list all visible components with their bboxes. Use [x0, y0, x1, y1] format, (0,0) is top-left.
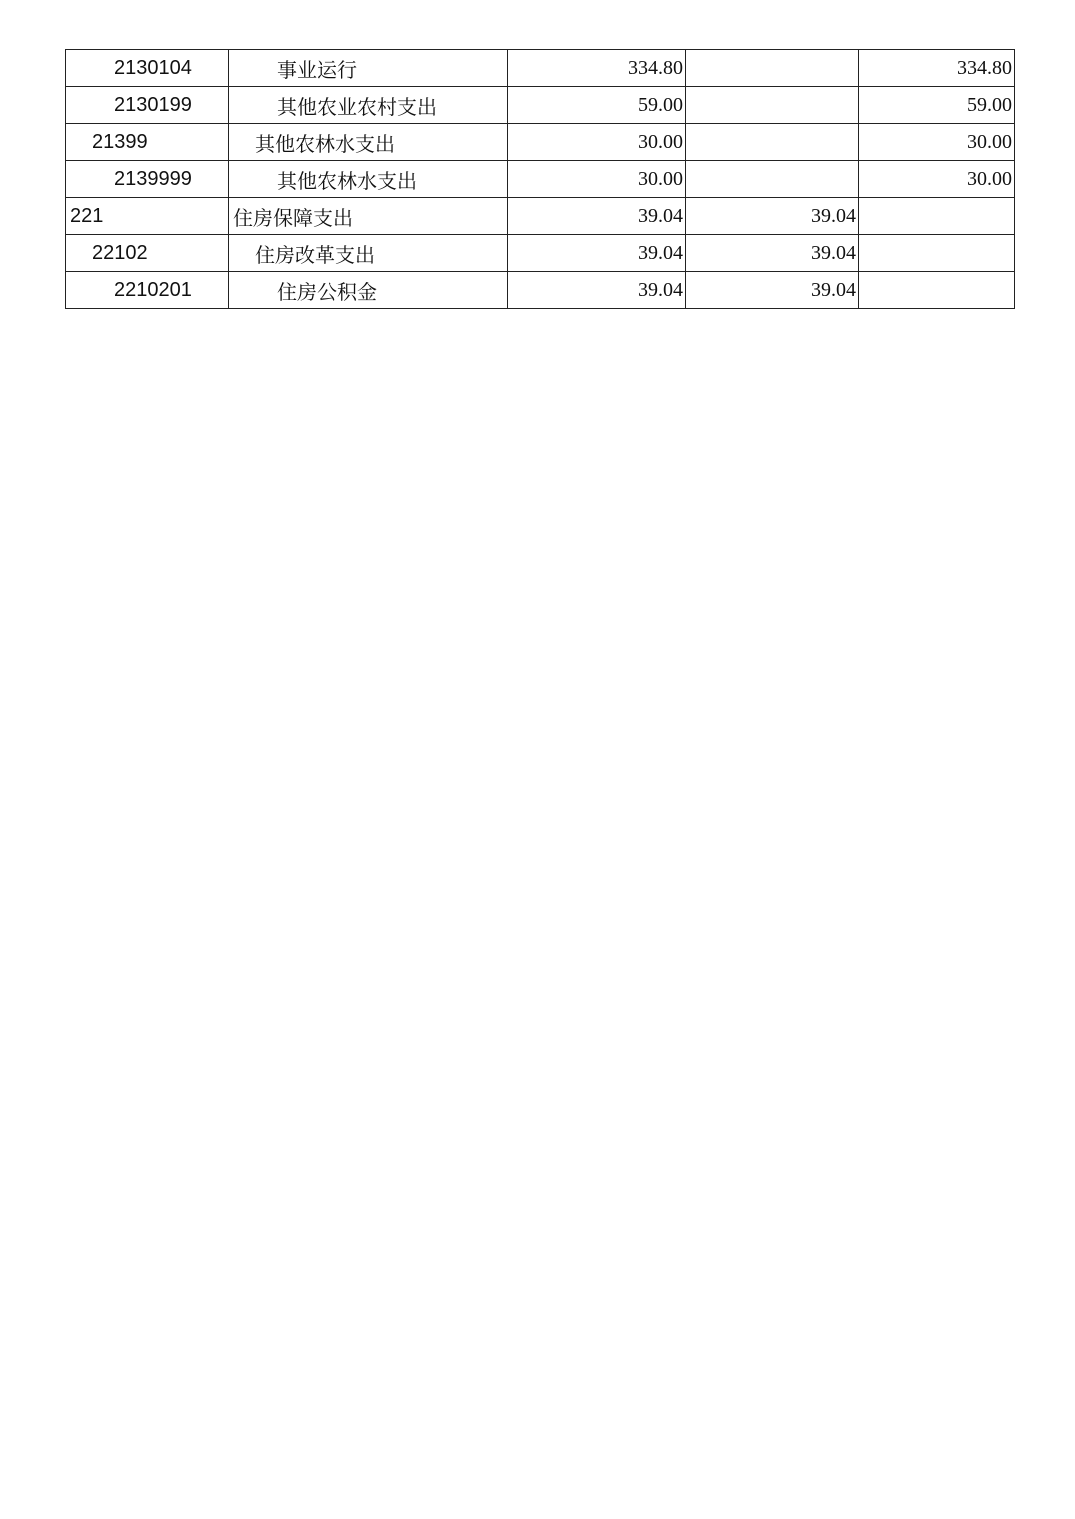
subject-code-cell: 2130104: [66, 50, 229, 87]
table-row: [66, 272, 1015, 309]
subject-name-cell: 住房保障支出: [229, 198, 508, 235]
table-row: [66, 124, 1015, 161]
project-expenditure-cell: [859, 235, 1015, 272]
total-cell: 39.04: [508, 235, 686, 272]
total-cell: 39.04: [508, 272, 686, 309]
table-row: [66, 235, 1015, 272]
total-cell: 30.00: [508, 161, 686, 198]
subject-code-cell: 221: [66, 198, 229, 235]
basic-expenditure-cell: [686, 50, 859, 87]
basic-expenditure-cell: [686, 124, 859, 161]
table-row: [66, 50, 1015, 87]
total-cell: 334.80: [508, 50, 686, 87]
subject-code-cell: 2130199: [66, 87, 229, 124]
table-row: [66, 87, 1015, 124]
subject-code-cell: 21399: [66, 124, 229, 161]
basic-expenditure-cell: 39.04: [686, 198, 859, 235]
basic-expenditure-cell: 39.04: [686, 235, 859, 272]
project-expenditure-cell: 59.00: [859, 87, 1015, 124]
subject-name-cell: 事业运行: [229, 50, 508, 87]
subject-name-cell: 其他农林水支出: [229, 161, 508, 198]
basic-expenditure-cell: [686, 87, 859, 124]
budget-table-body: [66, 50, 1015, 309]
basic-expenditure-cell: [686, 161, 859, 198]
subject-code-cell: 22102: [66, 235, 229, 272]
subject-name-cell: 住房公积金: [229, 272, 508, 309]
subject-code-cell: 2210201: [66, 272, 229, 309]
table-row: [66, 198, 1015, 235]
total-cell: 39.04: [508, 198, 686, 235]
subject-name-cell: 住房改革支出: [229, 235, 508, 272]
project-expenditure-cell: 30.00: [859, 124, 1015, 161]
project-expenditure-cell: [859, 272, 1015, 309]
basic-expenditure-cell: 39.04: [686, 272, 859, 309]
project-expenditure-cell: 30.00: [859, 161, 1015, 198]
subject-code-cell: 2139999: [66, 161, 229, 198]
total-cell: 59.00: [508, 87, 686, 124]
budget-table: [65, 49, 1015, 309]
project-expenditure-cell: [859, 198, 1015, 235]
table-row: [66, 161, 1015, 198]
subject-name-cell: 其他农业农村支出: [229, 87, 508, 124]
total-cell: 30.00: [508, 124, 686, 161]
project-expenditure-cell: 334.80: [859, 50, 1015, 87]
subject-name-cell: 其他农林水支出: [229, 124, 508, 161]
